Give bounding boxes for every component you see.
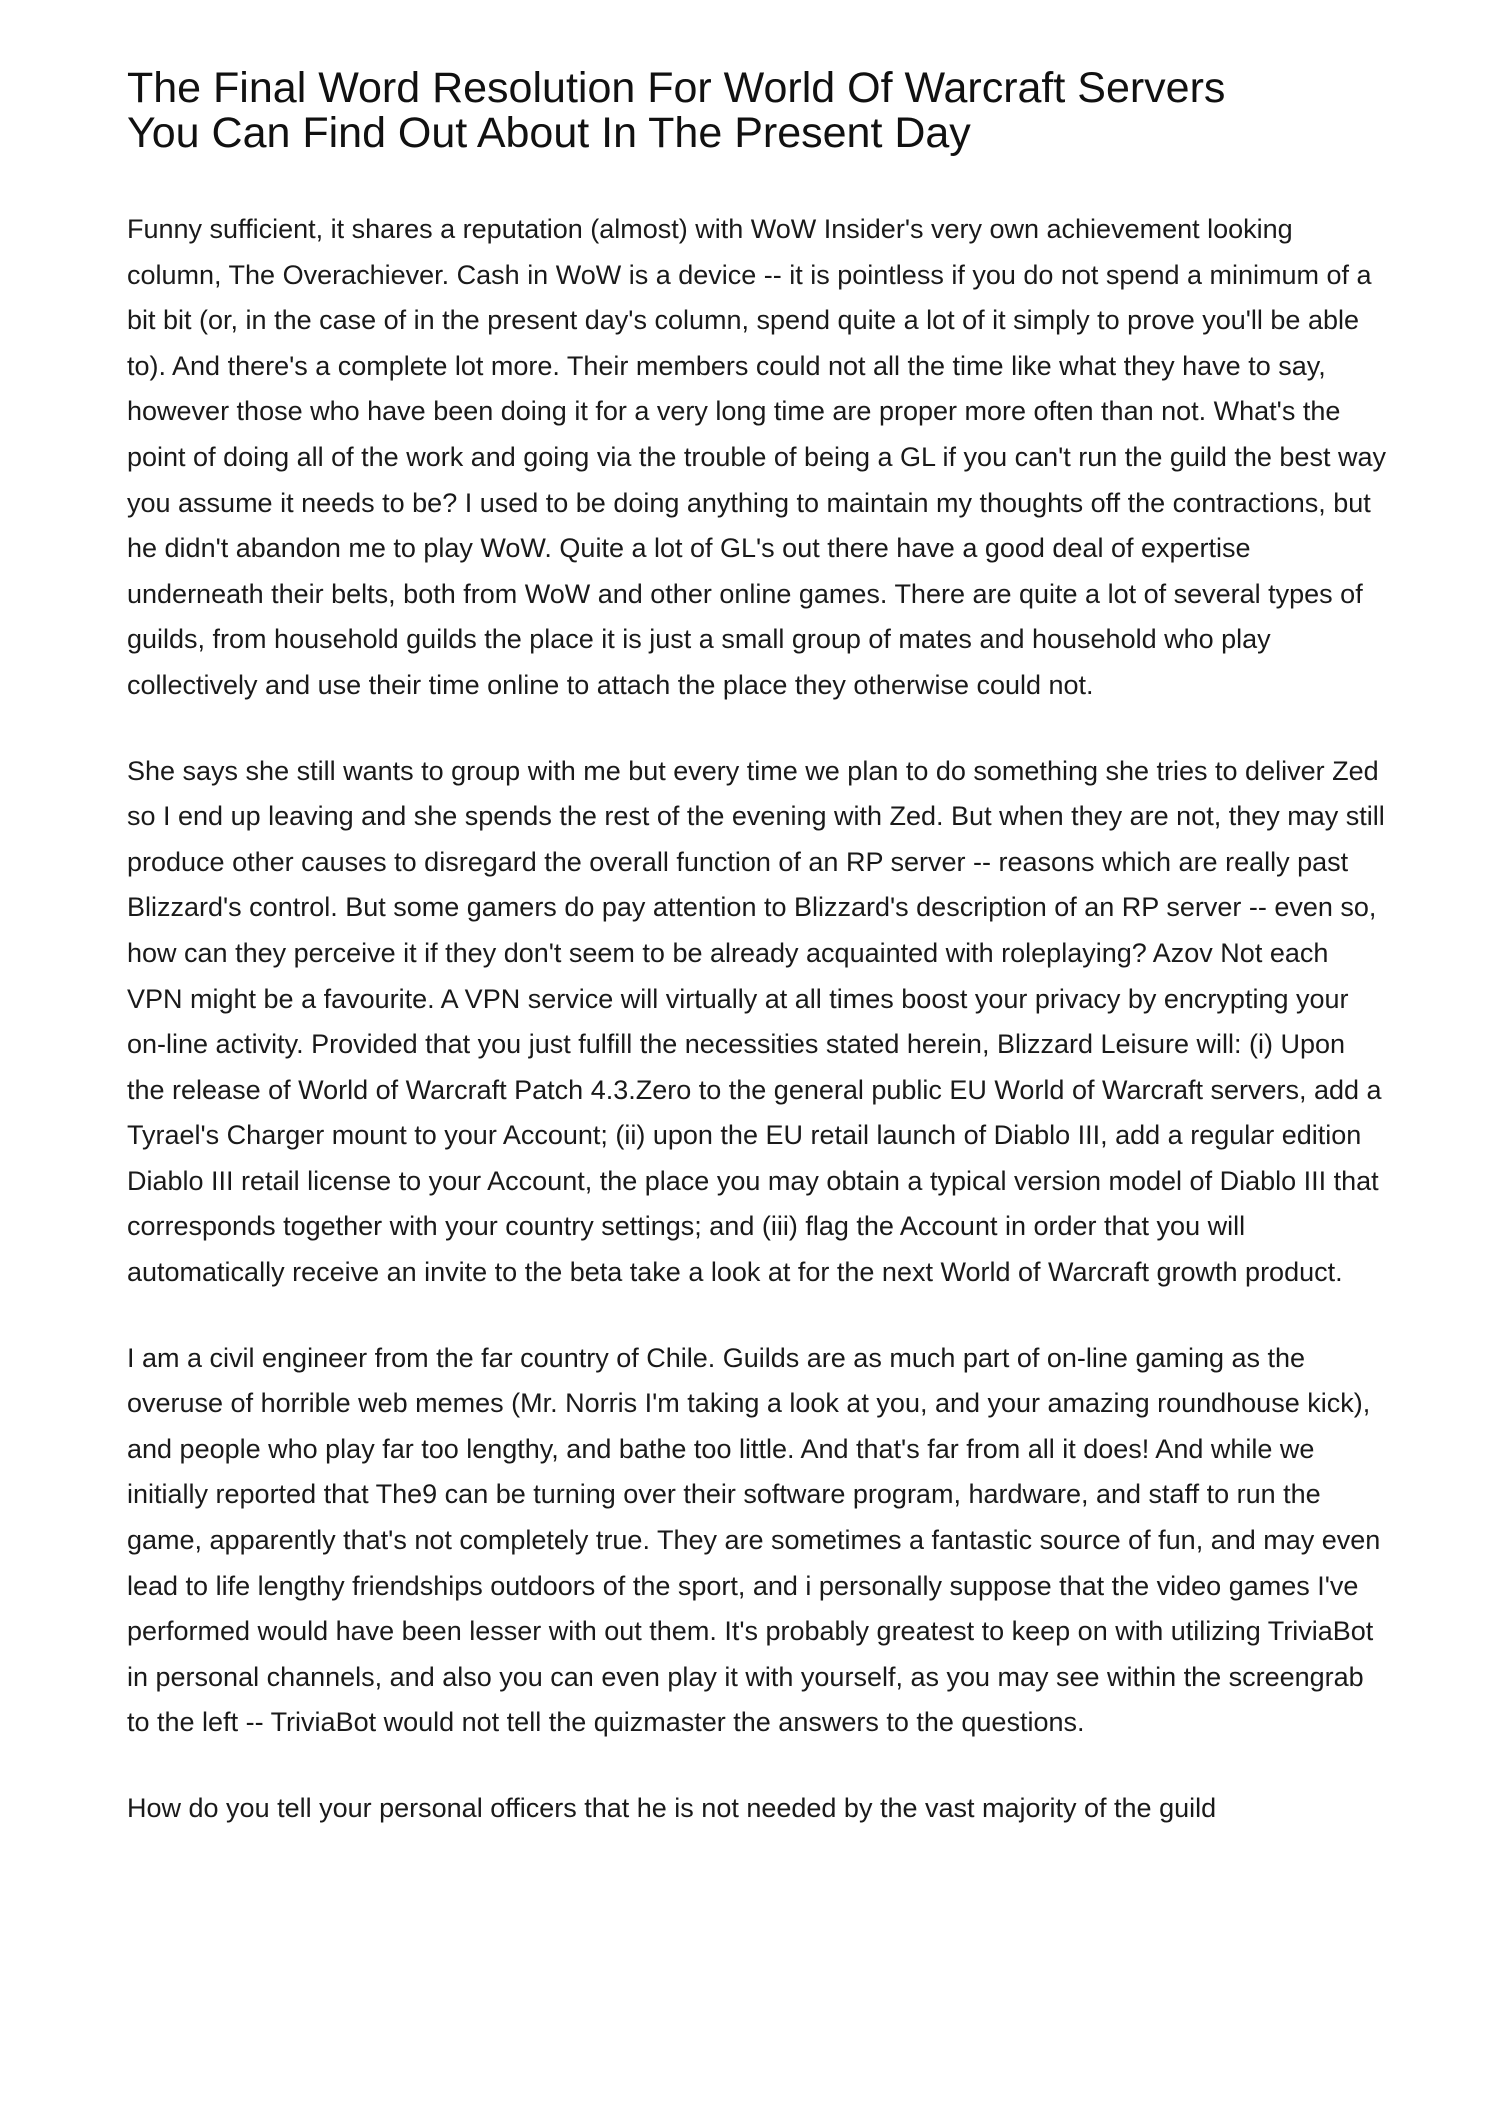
paragraph-3: I am a civil engineer from the far country of Chile. Guilds are as much part of on-line gaming as the overuse of horrible web memes (Mr. Norris I'm taking a look at you, and your amazing roundhouse kick), and people who play far too lengthy, and bathe too little. And that's far from all it does! And while we initially reported that The9 can be turning over their software program, hardware, and staff to run the game, apparently that's not completely true. They are sometimes a fantastic source of fun, and may even lead to life lengthy friendships outdoors of the sport, and i personally suppose that the video games I've performed would have been lesser with out them. It's probably greatest to keep on with utilizing TriviaBot in personal channels, and also you can even play it with yourself, as you may see within the screengrab to the left -- TriviaBot would not tell the quizmaster the answers to the questions. [127, 1342, 1381, 1738]
paragraph-2: She says she still wants to group with me but every time we plan to do something she tries to deliver Zed so I end up leaving and she spends the rest of the evening with Zed. But when they are not, they may still produce other causes to disregard the overall function of an RP server -- reasons which are really past Blizzard's control. But some gamers do pay attention to Blizzard's description of an RP server -- even so, how can they perceive it if they don't seem to be already acquainted with roleplaying? Azov Not each VPN might be a favourite. A VPN service will virtually at all times boost your privacy by encrypting your on-line activity. Provided that you just fulfill the necessities stated herein, Blizzard Leisure will: (i) Upon the release of World of Warcraft Patch 4.3.Zero to the general public EU World of Warcraft servers, add a Tyrael's Charger mount to your Account; (ii) upon the EU retail launch of Diablo III, add a regular edition Diablo III retail license to your Account, the place you may obtain a typical version model of Diablo III that corresponds together with your country settings; and (iii) flag the Account in order that you will automatically receive an invite to the beta take a look at for the next World of Warcraft growth product. [127, 755, 1385, 1288]
document-title-line-1: The Final Word Resolution For World Of Warcraft Servers [127, 64, 1226, 112]
paragraph-4: How do you tell your personal officers that he is not needed by the vast majority of the guild [127, 1793, 1217, 1823]
document-title-line-2: You Can Find Out About In The Present Day [127, 109, 971, 157]
paragraph-1: Funny sufficient, it shares a reputation (almost) with WoW Insider's very own achievement looking column, The Overachiever. Cash in WoW is a device -- it is pointless if you do not spend a minimum of a bit bit (or, in the case of in the present day's column, spend quite a lot of it simply to prove you'll be able to). And there's a complete lot more. Their members could not all the time like what they have to say, however those who have been doing it for a very long time are proper more often than not. What's the point of doing all of the work and going via the trouble of being a GL if you can't run the guild the best way you assume it needs to be? I used to be doing anything to maintain my thoughts off the contractions, but he didn't abandon me to play WoW. Quite a lot of GL's out there have a good deal of expertise underneath their belts, both from WoW and other online games. There are quite a lot of several types of guilds, from household guilds the place it is just a small group of mates and household who play collectively and use their time online to attach the place they otherwise could not. [127, 214, 1386, 700]
document-title [127, 66, 1387, 156]
document-page [127, 66, 1387, 1872]
